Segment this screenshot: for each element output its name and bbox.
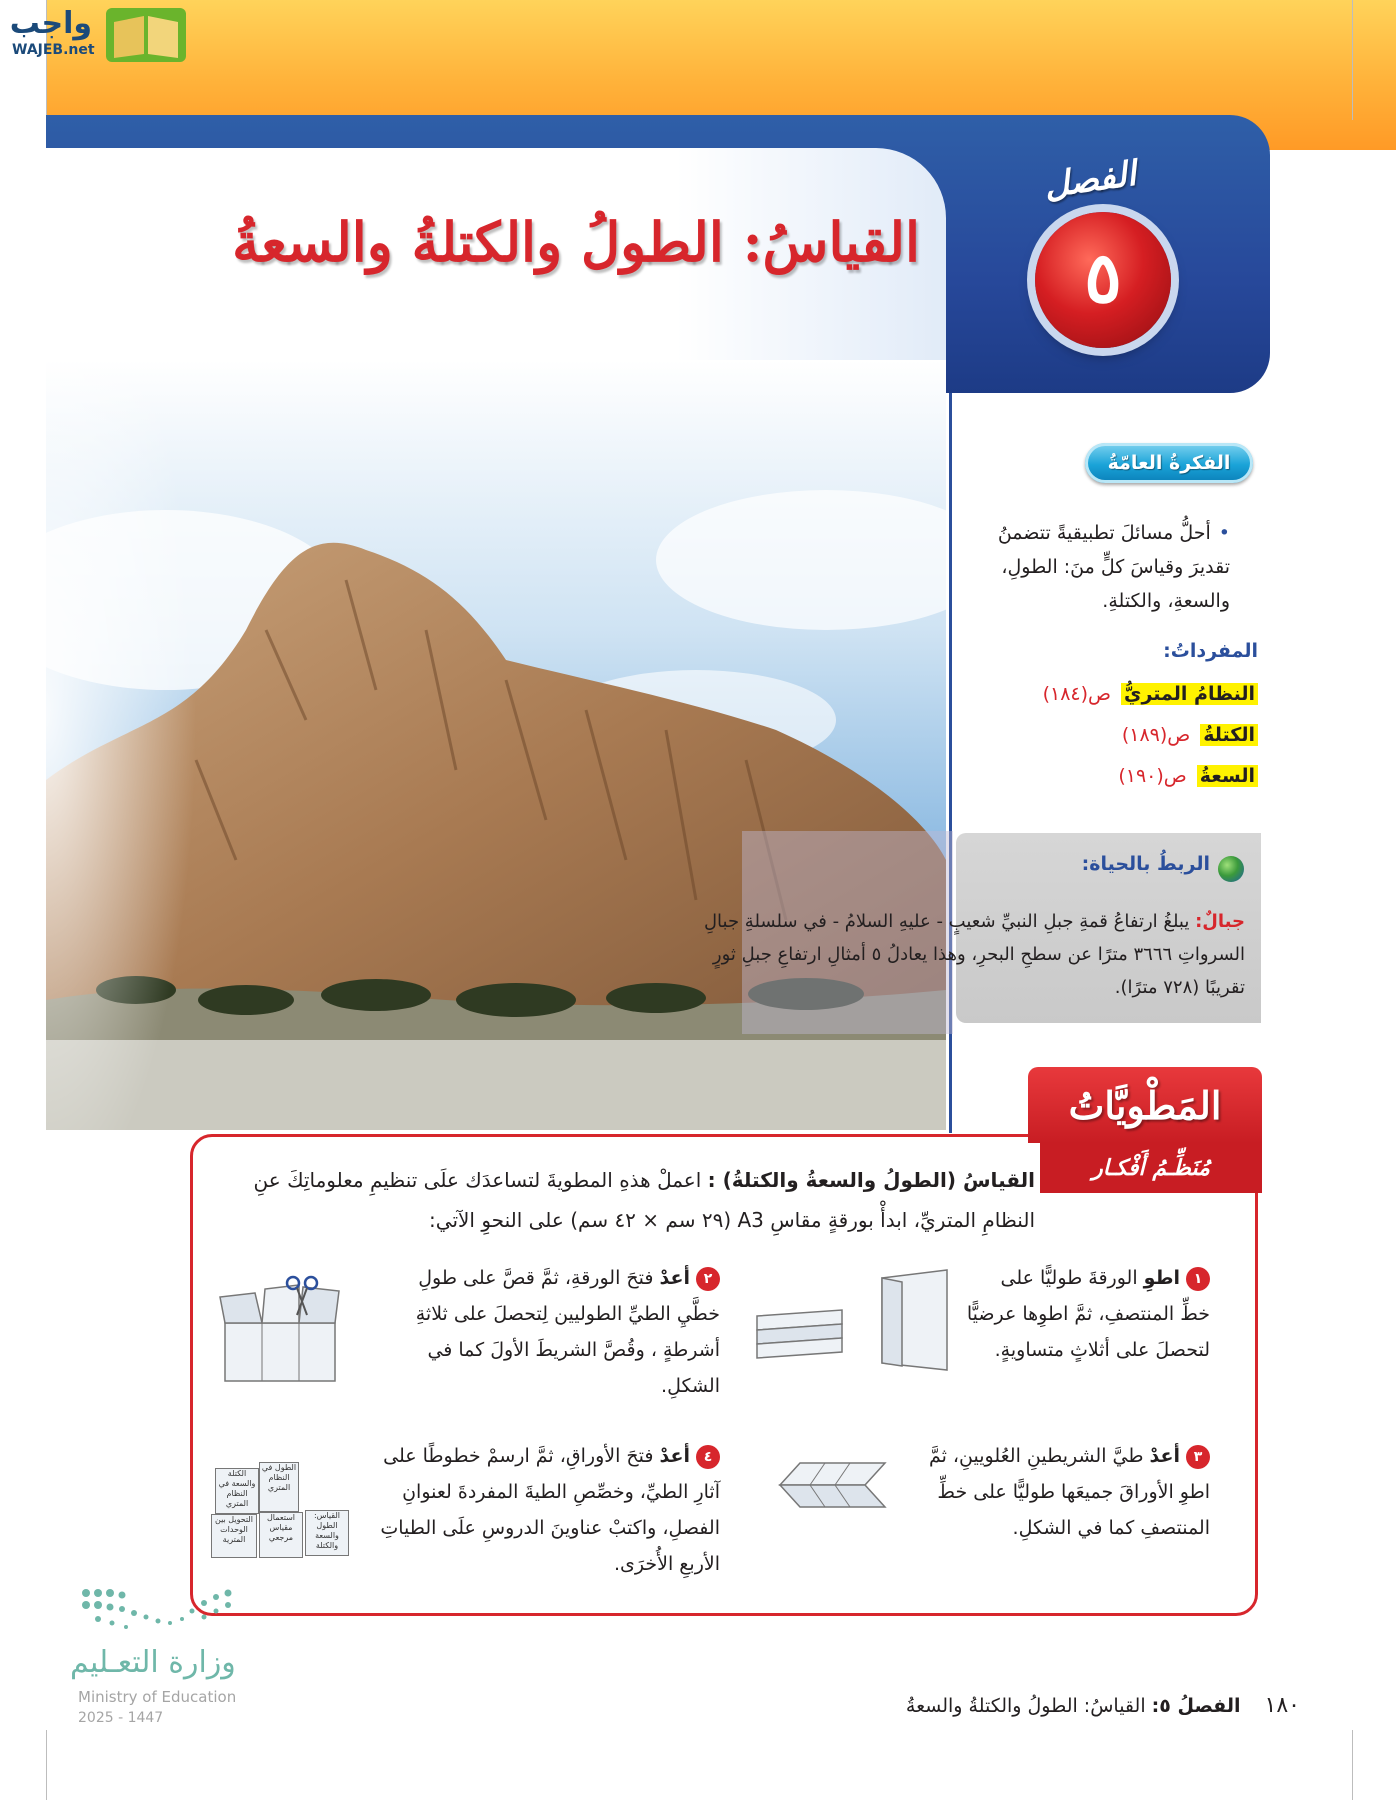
crop-mark	[1352, 0, 1353, 120]
page-footer	[840, 1693, 1300, 1718]
fold-step-3-figure	[775, 1455, 895, 1515]
step-number: ٣	[1186, 1445, 1210, 1469]
crop-mark	[46, 1730, 47, 1800]
ministry-name-english: Ministry of Education	[78, 1688, 237, 1706]
life-connection-body: يبلغُ ارتفاعُ قمةِ جبلِ النبيِّ شعيبٍ - عليهِ السلامُ - في سلسلةِ جبالِ السرواتِ ٣٦٦٦ مترًا عن سطحِ البحرِ، وهذا يعادلُ ٥ أمثالِ ارتفاعِ جبلِ ثورٍ تقريبًا (٧٢٨ مترًا).	[703, 911, 1245, 998]
vocab-page: ص(١٨٤)	[1042, 683, 1112, 705]
chapter-number: ٥	[1084, 235, 1122, 319]
vocabulary-heading: المفرداتُ:	[1163, 640, 1258, 662]
footer-chapter-title: القياسُ: الطولُ والكتلةُ والسعةُ	[905, 1695, 1146, 1717]
vocab-item	[960, 758, 1258, 794]
vocab-item	[960, 676, 1258, 712]
fold-step-2-figure	[215, 1275, 345, 1385]
globe-icon	[1218, 856, 1244, 882]
figure-tab: الطول في النظام المتري	[259, 1462, 299, 1512]
foldables-title: المَطْويَّاتُ	[1028, 1067, 1262, 1143]
vocab-term: الكتلةُ	[1200, 724, 1258, 746]
step-number: ١	[1186, 1267, 1210, 1291]
step-verb: أعدْ	[659, 1267, 690, 1289]
vocab-page: ص(١٨٩)	[1121, 724, 1191, 746]
life-connection-tag: جبالٌ:	[1195, 911, 1245, 932]
figure-tab: التحويل بين الوحدات المترية	[211, 1514, 257, 1558]
fold-step-2	[390, 1260, 720, 1404]
fold-step-1	[965, 1260, 1210, 1368]
big-idea-bullet: أحلُّ مسائلَ تطبيقيةً تتضمنُ تقديرَ وقياسَ كلٍّ منَ: الطولِ، والسعةِ، والكتلةِ.	[997, 522, 1230, 612]
step-text: طيَّ الشريطينِ العُلويينِ، ثمَّ اطوِ الأوراقَ جميعَها طوليًّا على خطِّ المنتصفِ كما في الشكلِ.	[928, 1445, 1210, 1539]
step-verb: أعدْ	[659, 1445, 690, 1467]
step-text: الورقةَ طوليًّا على خطِّ المنتصفِ، ثمَّ اطوِها عرضيًّا لتحصلَ على أثلاثٍ متساويةٍ.	[966, 1267, 1210, 1361]
bullet-icon: •	[1218, 522, 1230, 544]
chapter-title: القياسُ: الطولُ والكتلةُ والسعةُ	[232, 210, 920, 274]
foldables-subtitle: مُنَظِّـمُ أَفْكـار	[1040, 1143, 1262, 1193]
crop-mark	[1352, 1730, 1353, 1800]
step-number: ٤	[696, 1445, 720, 1469]
fold-step-4-figure	[205, 1462, 350, 1558]
step-verb: أعدْ	[1149, 1445, 1180, 1467]
step-verb: اطوِ	[1143, 1267, 1180, 1289]
big-idea-text	[960, 516, 1230, 618]
chapter-label: الفصل	[1041, 153, 1139, 207]
vocab-page: ص(١٩٠)	[1118, 765, 1187, 787]
wajeb-logo-latin: WAJEB.net	[12, 42, 95, 58]
vocab-item	[960, 717, 1258, 753]
step-number: ٢	[696, 1267, 720, 1291]
life-connection-text	[700, 905, 1245, 1004]
fold-step-4	[370, 1438, 720, 1582]
fold-step-3	[910, 1438, 1210, 1546]
chapter-number-badge	[1035, 212, 1171, 348]
foldables-intro-title: القياسُ (الطولُ والسعةُ والكتلةُ) :	[707, 1168, 1035, 1192]
figure-tab: القياس: الطول والسعة والكتلة	[305, 1510, 349, 1556]
figure-tab: استعمال مقياس مرجعي	[259, 1512, 303, 1558]
life-connection-heading: الربطُ بالحياة:	[1081, 853, 1210, 875]
step-text: فتحَ الأوراقِ، ثمَّ ارسمْ خطوطًا على آثارِ الطيِّ، وخصِّصِ الطيةَ المفردةَ لعنوانِ الفصلِ، واكتبْ عناوينَ الدروسِ علَى الطياتِ الأربعِ الأُخرَى.	[380, 1445, 720, 1575]
vocab-term: النظامُ المتريُّ	[1121, 683, 1258, 705]
ministry-name-arabic: وزارة التعـليم	[70, 1645, 236, 1680]
ministry-year: 2025 - 1447	[78, 1710, 164, 1726]
big-idea-heading: الفكرةُ العامّةُ	[1085, 443, 1253, 483]
foldables-intro	[210, 1160, 1035, 1240]
foldables-intro-text: اعملْ هذهِ المطويةَ لتساعدَك علَى تنظيمِ معلوماتِكَ عنِ النظامِ المتريِّ، ابدأْ بورقةٍ مقاسِ A3 (٢٩ سم × ٤٢ سم) على النحوِ الآتي:	[253, 1168, 1035, 1232]
wajeb-logo-arabic: واجب	[9, 6, 92, 41]
footer-chapter-label: الفصلُ ٥:	[1151, 1695, 1241, 1717]
fold-step-1-figure	[752, 1268, 952, 1378]
figure-tab: الكتلة والسعة في النظام المتري	[215, 1468, 259, 1514]
step-text: فتحَ الورقةِ، ثمَّ قصَّ على طولِ خطَّيِ الطيِّ الطوليين لِتحصلَ على ثلاثةِ أشرطةٍ ، وقُصَّ الشريطَ الأولَ كما في الشكلِ.	[415, 1267, 720, 1397]
page-number: ١٨٠	[1264, 1693, 1300, 1718]
ministry-logo-icon	[78, 1585, 248, 1637]
vocab-term: السعةُ	[1197, 765, 1258, 787]
wajeb-book-logo	[106, 8, 186, 62]
